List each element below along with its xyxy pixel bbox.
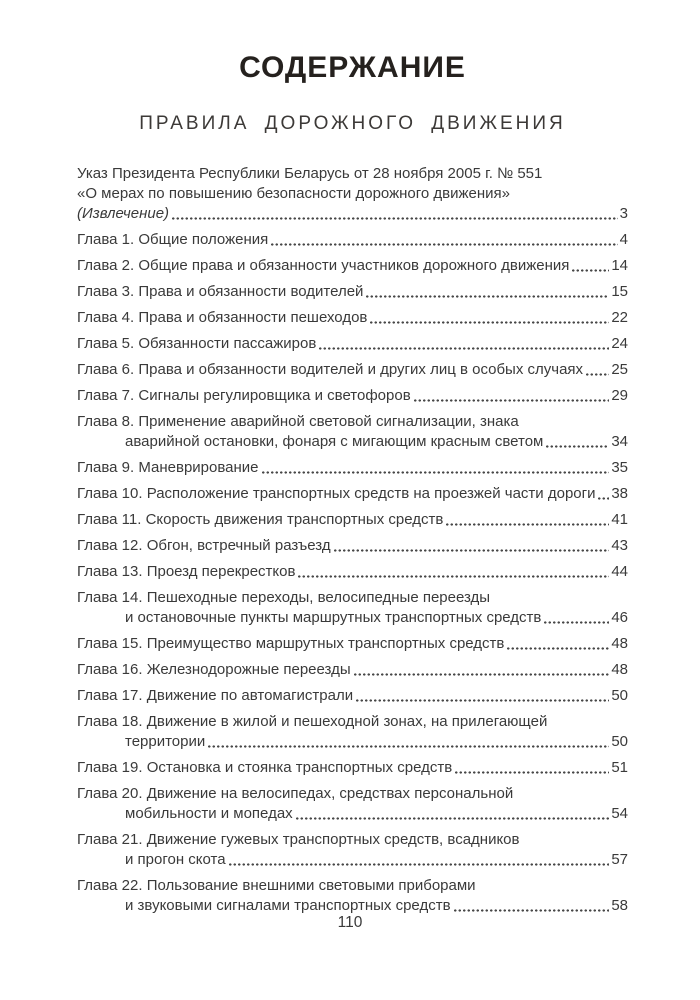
entry-leader-line (77, 660, 628, 680)
page-number: 44 (611, 563, 628, 580)
entry-text: Глава 1. Общие положения (77, 231, 269, 248)
toc-entry-ch10 (77, 484, 628, 504)
entry-text: Глава 10. Расположение транспортных средств на проезжей части дороги (77, 485, 596, 502)
dot-leader (571, 256, 609, 276)
page-number: 58 (611, 897, 628, 914)
dot-leader (207, 732, 609, 752)
entry-leader-line (77, 360, 628, 380)
toc-entry-ch4 (77, 308, 628, 328)
page-subtitle: ПРАВИЛА ДОРОЖНОГО ДВИЖЕНИЯ (139, 113, 566, 134)
toc-entry-ch16 (77, 660, 628, 680)
entry-text: Глава 19. Остановка и стоянка транспортных средств (77, 759, 453, 776)
page-number: 46 (611, 609, 628, 626)
toc-entry-ch20 (77, 784, 628, 824)
entry-text: Глава 20. Движение на велосипедах, средствах персональной (77, 785, 514, 802)
entry-leader-line (77, 608, 628, 628)
dot-leader (453, 896, 610, 916)
entry-leader-line (77, 686, 628, 706)
entry-leader-line (77, 732, 628, 752)
entry-leader-line (77, 510, 628, 530)
dot-leader (295, 804, 610, 824)
entry-leader-line (77, 386, 628, 406)
page-number: 29 (611, 387, 628, 404)
page-number: 34 (611, 433, 628, 450)
page-number: 3 (619, 205, 628, 222)
entry-leader-line (77, 536, 628, 556)
entry-text: Глава 22. Пользование внешними световыми приборами (77, 877, 476, 894)
page-number: 38 (611, 485, 628, 502)
page-number: 41 (611, 511, 628, 528)
entry-text: и остановочные пункты маршрутных транспортных средств (125, 609, 542, 626)
entry-text: и прогон скота (125, 851, 226, 868)
entry-text: (Извлечение) (77, 205, 170, 222)
toc-entry-ch3 (77, 282, 628, 302)
entry-leader-line (77, 458, 628, 478)
toc-entry-ch14 (77, 588, 628, 628)
toc-entry-ch15 (77, 634, 628, 654)
page-number: 50 (611, 733, 628, 750)
entry-text: Глава 18. Движение в жилой и пешеходной зонах, на прилегающей (77, 713, 548, 730)
dot-leader (413, 386, 610, 406)
page-number: 24 (611, 335, 628, 352)
entry-text: аварийной остановки, фонаря с мигающим красным светом (125, 433, 544, 450)
page-number: 54 (611, 805, 628, 822)
entry-text: Указ Президента Республики Беларусь от 28 ноября 2005 г. № 551 (77, 165, 543, 182)
entry-leader-line (77, 282, 628, 302)
dot-leader (506, 634, 609, 654)
toc-entry-ch1 (77, 230, 628, 250)
page-number: 51 (611, 759, 628, 776)
toc-entry-ch21 (77, 830, 628, 870)
toc-entry-ch2 (77, 256, 628, 276)
dot-leader (353, 660, 610, 680)
dot-leader (445, 510, 609, 530)
dot-leader (333, 536, 610, 556)
entry-leader-line (77, 804, 628, 824)
toc-entry-ch5 (77, 334, 628, 354)
toc-entry-decree (77, 164, 628, 224)
entry-text: и звуковыми сигналами транспортных средств (125, 897, 451, 914)
toc-entry-ch19 (77, 758, 628, 778)
entry-text: Глава 8. Применение аварийной световой сигнализации, знака (77, 413, 519, 430)
entry-text: Глава 11. Скорость движения транспортных средств (77, 511, 444, 528)
entry-leader-line (77, 850, 628, 870)
page-number: 50 (611, 687, 628, 704)
entry-leader-line (77, 230, 628, 250)
footer-page-number: 110 (337, 914, 363, 931)
dot-leader (365, 282, 609, 302)
page-number: 48 (611, 635, 628, 652)
entry-text: Глава 21. Движение гужевых транспортных средств, всадников (77, 831, 520, 848)
page-number: 15 (611, 283, 628, 300)
entry-text: Глава 13. Проезд перекрестков (77, 563, 296, 580)
dot-leader (270, 230, 617, 250)
entry-leader-line (77, 204, 628, 224)
entry-leader-line (77, 256, 628, 276)
toc-entry-ch17 (77, 686, 628, 706)
page-number: 25 (611, 361, 628, 378)
dot-leader (228, 850, 610, 870)
toc-entry-ch7 (77, 386, 628, 406)
entry-text: Глава 16. Железнодорожные переезды (77, 661, 351, 678)
dot-leader (597, 484, 609, 504)
dot-leader (261, 458, 610, 478)
page-number: 4 (619, 231, 628, 248)
toc-entry-ch9 (77, 458, 628, 478)
dot-leader (318, 334, 609, 354)
toc-entry-ch8 (77, 412, 628, 452)
entry-leader-line (77, 334, 628, 354)
entry-leader-line (77, 484, 628, 504)
entry-text: Глава 6. Права и обязанности водителей и других лиц в особых случаях (77, 361, 584, 378)
entry-leader-line (77, 562, 628, 582)
entry-text: Глава 12. Обгон, встречный разъезд (77, 537, 331, 554)
entry-leader-line (77, 308, 628, 328)
entry-text: Глава 9. Маневрирование (77, 459, 259, 476)
dot-leader (585, 360, 609, 380)
dot-leader (545, 432, 609, 452)
dot-leader (171, 204, 618, 224)
entry-text: Глава 15. Преимущество маршрутных транспортных средств (77, 635, 505, 652)
dot-leader (297, 562, 609, 582)
entry-text: «О мерах по повышению безопасности дорожного движения» (77, 185, 511, 202)
dot-leader (454, 758, 609, 778)
page-number: 48 (611, 661, 628, 678)
page-number: 43 (611, 537, 628, 554)
page-number: 14 (611, 257, 628, 274)
entry-text: Глава 17. Движение по автомагистрали (77, 687, 354, 704)
entry-leader-line (77, 896, 628, 916)
entry-leader-line (77, 634, 628, 654)
entry-text: территории (125, 733, 206, 750)
dot-leader (369, 308, 609, 328)
entry-text: Глава 2. Общие права и обязанности участников дорожного движения (77, 257, 570, 274)
toc-entry-ch18 (77, 712, 628, 752)
page-number: 57 (611, 851, 628, 868)
toc-entry-ch22 (77, 876, 628, 916)
dot-leader (543, 608, 609, 628)
page-number: 22 (611, 309, 628, 326)
entry-leader-line (77, 758, 628, 778)
entry-text: Глава 4. Права и обязанности пешеходов (77, 309, 368, 326)
entry-text: Глава 14. Пешеходные переходы, велосипедные переезды (77, 589, 491, 606)
toc-entry-ch6 (77, 360, 628, 380)
entry-text: Глава 7. Сигналы регулировщика и светофоров (77, 387, 411, 404)
toc-entry-ch13 (77, 562, 628, 582)
table-of-contents (77, 164, 628, 916)
entry-text: Глава 5. Обязанности пассажиров (77, 335, 317, 352)
entry-leader-line (77, 432, 628, 452)
toc-entry-ch11 (77, 510, 628, 530)
entry-text: мобильности и мопедах (125, 805, 293, 822)
page-title: СОДЕРЖАНИЕ (239, 51, 466, 84)
dot-leader (355, 686, 609, 706)
page-number: 35 (611, 459, 628, 476)
entry-text: Глава 3. Права и обязанности водителей (77, 283, 364, 300)
toc-entry-ch12 (77, 536, 628, 556)
